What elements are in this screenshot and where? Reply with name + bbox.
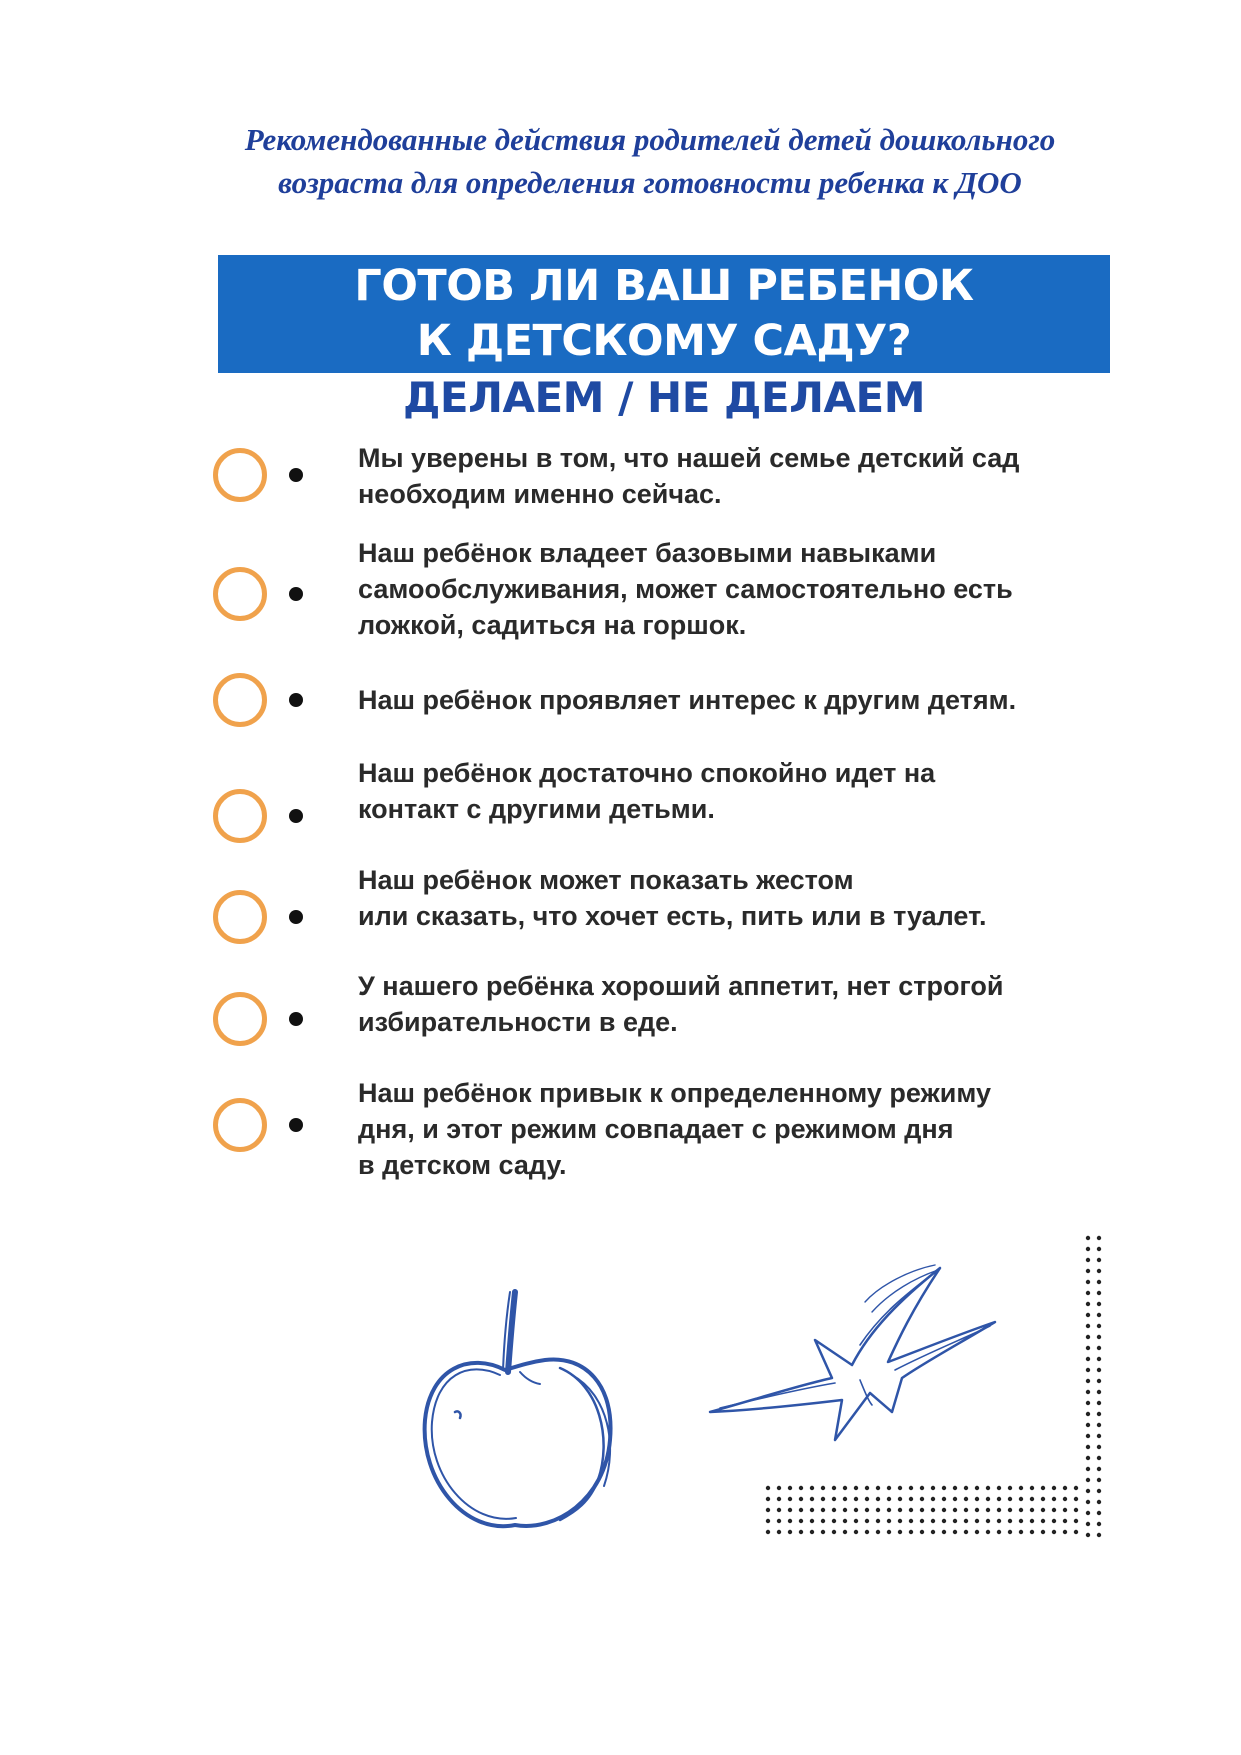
pattern-dot (1030, 1519, 1034, 1523)
pattern-dot (821, 1497, 825, 1501)
pattern-dot (942, 1486, 946, 1490)
pattern-dot (1086, 1335, 1090, 1339)
pattern-dot (898, 1508, 902, 1512)
pattern-dot (854, 1497, 858, 1501)
pattern-dot (1097, 1533, 1101, 1537)
pattern-dot (920, 1497, 924, 1501)
pattern-dot (788, 1497, 792, 1501)
pattern-dot (953, 1508, 957, 1512)
pattern-dot (887, 1508, 891, 1512)
pattern-dot (964, 1486, 968, 1490)
pattern-dot (920, 1519, 924, 1523)
pattern-dot (1097, 1522, 1101, 1526)
pattern-dot (1052, 1530, 1056, 1534)
pattern-dot (1097, 1258, 1101, 1262)
pattern-dot (920, 1486, 924, 1490)
pattern-dot (788, 1486, 792, 1490)
pattern-dot (865, 1486, 869, 1490)
pattern-dot (909, 1508, 913, 1512)
pattern-dot (821, 1530, 825, 1534)
pattern-dot (953, 1497, 957, 1501)
pattern-dot (821, 1486, 825, 1490)
pattern-dot (1097, 1269, 1101, 1273)
pattern-dot (1074, 1530, 1078, 1534)
pattern-dot (1063, 1486, 1067, 1490)
pattern-dot (1063, 1530, 1067, 1534)
pattern-dot (1030, 1497, 1034, 1501)
pattern-dot (1086, 1423, 1090, 1427)
pattern-dot (909, 1519, 913, 1523)
pattern-dot (865, 1508, 869, 1512)
pattern-dot (1074, 1508, 1078, 1512)
intro-line-2: возраста для определения готовности ребенка к ДОО (278, 165, 1022, 200)
pattern-dot (843, 1519, 847, 1523)
pattern-dot (898, 1497, 902, 1501)
intro-line-1: Рекомендованные действия родителей детей дошкольного (244, 122, 1056, 157)
pattern-dot (986, 1508, 990, 1512)
pattern-dot (1086, 1511, 1090, 1515)
pattern-dot (953, 1519, 957, 1523)
pattern-dot (1019, 1486, 1023, 1490)
pattern-dot (766, 1530, 770, 1534)
pattern-dot (931, 1519, 935, 1523)
pattern-dot (788, 1519, 792, 1523)
pattern-dot (1097, 1467, 1101, 1471)
pattern-dot (1086, 1258, 1090, 1262)
pattern-dot (854, 1508, 858, 1512)
pattern-dot (1097, 1434, 1101, 1438)
pattern-dot (942, 1519, 946, 1523)
checklist-item-text: Мы уверены в том, что нашей семье детский сад необходим именно сейчас. (358, 443, 1020, 509)
pattern-dot (887, 1530, 891, 1534)
star-doodle-icon (710, 1265, 995, 1440)
pattern-dot (1097, 1280, 1101, 1284)
pattern-dot (1086, 1379, 1090, 1383)
pattern-dot (1097, 1346, 1101, 1350)
checklist-item-text: Наш ребёнок достаточно спокойно идет на контакт с другими детьми. (358, 758, 936, 824)
pattern-dot (909, 1530, 913, 1534)
pattern-dot (942, 1508, 946, 1512)
pattern-dot (1086, 1280, 1090, 1284)
pattern-dot (1063, 1519, 1067, 1523)
checklist-item-text: Наш ребёнок владеет базовыми навыками самообслуживания, может самостоятельно есть ложкой, садиться на горшок. (358, 538, 1013, 640)
pattern-dot (1019, 1508, 1023, 1512)
pattern-dot (986, 1486, 990, 1490)
pattern-dot (1041, 1486, 1045, 1490)
pattern-dot (832, 1519, 836, 1523)
pattern-dot (799, 1497, 803, 1501)
pattern-dot (766, 1508, 770, 1512)
pattern-dot (1097, 1247, 1101, 1251)
pattern-dot (887, 1519, 891, 1523)
pattern-dot (1097, 1313, 1101, 1317)
checklist-item-text: Наш ребёнок привык к определенному режиму дня, и этот режим совпадает с режимом дня в детском саду. (358, 1078, 991, 1180)
pattern-dot (975, 1497, 979, 1501)
pattern-dot (1086, 1291, 1090, 1295)
pattern-dot (931, 1530, 935, 1534)
pattern-dot (931, 1508, 935, 1512)
pattern-dot (1086, 1500, 1090, 1504)
pattern-dot (1097, 1357, 1101, 1361)
pattern-dot (788, 1530, 792, 1534)
pattern-dot (810, 1508, 814, 1512)
pattern-dot (942, 1497, 946, 1501)
pattern-dot (997, 1497, 1001, 1501)
pattern-dot (964, 1519, 968, 1523)
pattern-dot (1086, 1269, 1090, 1273)
pattern-dot (777, 1486, 781, 1490)
pattern-dot (854, 1519, 858, 1523)
pattern-dot (1097, 1445, 1101, 1449)
pattern-dot (1052, 1486, 1056, 1490)
pattern-dot (964, 1530, 968, 1534)
pattern-dot (1019, 1530, 1023, 1534)
pattern-dot (942, 1530, 946, 1534)
pattern-dot (986, 1530, 990, 1534)
pattern-dot (997, 1486, 1001, 1490)
pattern-dot (821, 1508, 825, 1512)
pattern-dot (1086, 1390, 1090, 1394)
pattern-dot (1041, 1497, 1045, 1501)
pattern-dot (1086, 1401, 1090, 1405)
pattern-dot (1097, 1302, 1101, 1306)
pattern-dot (1074, 1486, 1078, 1490)
pattern-dot (975, 1519, 979, 1523)
pattern-dot (1097, 1511, 1101, 1515)
pattern-dot (1008, 1530, 1012, 1534)
pattern-dot (909, 1497, 913, 1501)
pattern-dot (920, 1530, 924, 1534)
pattern-dot (1041, 1530, 1045, 1534)
pattern-dot (1097, 1368, 1101, 1372)
pattern-dot (876, 1508, 880, 1512)
pattern-dot (876, 1486, 880, 1490)
pattern-dot (887, 1497, 891, 1501)
pattern-dot (1086, 1522, 1090, 1526)
pattern-dot (1097, 1335, 1101, 1339)
pattern-dot (854, 1530, 858, 1534)
pattern-dot (953, 1486, 957, 1490)
pattern-dot (799, 1530, 803, 1534)
pattern-dot (1041, 1519, 1045, 1523)
pattern-dot (810, 1530, 814, 1534)
pattern-dot (1086, 1434, 1090, 1438)
pattern-dot (1086, 1489, 1090, 1493)
pattern-dot (975, 1530, 979, 1534)
pattern-dot (766, 1519, 770, 1523)
pattern-dot (1097, 1379, 1101, 1383)
pattern-dot (953, 1530, 957, 1534)
pattern-dot (898, 1519, 902, 1523)
pattern-dot (1086, 1324, 1090, 1328)
pattern-dot (1086, 1467, 1090, 1471)
pattern-dot (1097, 1456, 1101, 1460)
pattern-dot (1063, 1497, 1067, 1501)
pattern-dot (843, 1530, 847, 1534)
pattern-dot (1086, 1302, 1090, 1306)
pattern-dot (1086, 1313, 1090, 1317)
pattern-dot (1086, 1368, 1090, 1372)
pattern-dot (810, 1497, 814, 1501)
pattern-dot (832, 1530, 836, 1534)
pattern-dot (1097, 1324, 1101, 1328)
pattern-dot (876, 1519, 880, 1523)
pattern-dot (832, 1497, 836, 1501)
pattern-dot (1008, 1508, 1012, 1512)
pattern-dot (876, 1497, 880, 1501)
pattern-dot (766, 1486, 770, 1490)
pattern-dot (1097, 1390, 1101, 1394)
pattern-dot (1008, 1519, 1012, 1523)
pattern-dot (1086, 1478, 1090, 1482)
pattern-dot (1052, 1497, 1056, 1501)
pattern-dot (975, 1486, 979, 1490)
pattern-dot (1052, 1508, 1056, 1512)
pattern-dot (887, 1486, 891, 1490)
pattern-dot (1041, 1508, 1045, 1512)
pattern-dot (1086, 1346, 1090, 1350)
pattern-dot (777, 1530, 781, 1534)
pattern-dot (997, 1519, 1001, 1523)
pattern-dot (1019, 1497, 1023, 1501)
pattern-dot (1019, 1519, 1023, 1523)
checklist-item-text: У нашего ребёнка хороший аппетит, нет строгой избирательности в еде. (358, 971, 1004, 1037)
pattern-dot (1086, 1357, 1090, 1361)
pattern-dot (964, 1508, 968, 1512)
pattern-dot (876, 1530, 880, 1534)
pattern-dot (1086, 1456, 1090, 1460)
pattern-dot (854, 1486, 858, 1490)
pattern-dot (1008, 1497, 1012, 1501)
pattern-dot (865, 1530, 869, 1534)
pattern-dot (865, 1519, 869, 1523)
pattern-dot (810, 1486, 814, 1490)
pattern-dot (821, 1519, 825, 1523)
pattern-dot (1052, 1519, 1056, 1523)
pattern-dot (1086, 1445, 1090, 1449)
pattern-dot (865, 1497, 869, 1501)
pattern-dot (986, 1519, 990, 1523)
pattern-dot (997, 1530, 1001, 1534)
pattern-dot (964, 1497, 968, 1501)
pattern-dot (1097, 1489, 1101, 1493)
pattern-dot (843, 1497, 847, 1501)
pattern-dot (1086, 1236, 1090, 1240)
pattern-dot (777, 1519, 781, 1523)
checklist-item-text: Наш ребёнок проявляет интерес к другим детям. (358, 685, 1017, 715)
pattern-dot (909, 1486, 913, 1490)
pattern-dot (1074, 1497, 1078, 1501)
pattern-dot (986, 1497, 990, 1501)
pattern-dot (1086, 1533, 1090, 1537)
pattern-dot (1030, 1530, 1034, 1534)
pattern-dot (1097, 1236, 1101, 1240)
pattern-dot (1086, 1412, 1090, 1416)
pattern-dot (777, 1497, 781, 1501)
pattern-dot (1097, 1478, 1101, 1482)
pattern-dot (975, 1508, 979, 1512)
pattern-dot (766, 1497, 770, 1501)
pattern-dot (777, 1508, 781, 1512)
pattern-dot (1097, 1500, 1101, 1504)
pattern-dot (1063, 1508, 1067, 1512)
pattern-dot (1008, 1486, 1012, 1490)
pattern-dot (799, 1508, 803, 1512)
apple-doodle-icon (425, 1292, 611, 1526)
pattern-dot (920, 1508, 924, 1512)
pattern-dot (1097, 1291, 1101, 1295)
pattern-dot (1030, 1486, 1034, 1490)
pattern-dot (1074, 1519, 1078, 1523)
pattern-dot (898, 1530, 902, 1534)
pattern-dot (931, 1497, 935, 1501)
pattern-dot (997, 1508, 1001, 1512)
pattern-dot (1097, 1401, 1101, 1405)
pattern-dot (799, 1519, 803, 1523)
pattern-dot (898, 1486, 902, 1490)
pattern-dot (843, 1486, 847, 1490)
pattern-dot (1086, 1247, 1090, 1251)
pattern-dot (832, 1486, 836, 1490)
checklist-item-text: Наш ребёнок может показать жестом или сказать, что хочет есть, пить или в туалет. (358, 865, 987, 931)
pattern-dot (832, 1508, 836, 1512)
pattern-dot (788, 1508, 792, 1512)
pattern-dot (843, 1508, 847, 1512)
pattern-dot (1097, 1423, 1101, 1427)
pattern-dot (1097, 1412, 1101, 1416)
pattern-dot (1030, 1508, 1034, 1512)
pattern-dot (931, 1486, 935, 1490)
pattern-dot (799, 1486, 803, 1490)
banner-title: ГОТОВ ЛИ ВАШ РЕБЕНОК К ДЕТСКОМУ САДУ? (354, 261, 974, 366)
pattern-dot (810, 1519, 814, 1523)
subtitle: ДЕЛАЕМ / НЕ ДЕЛАЕМ (403, 373, 925, 422)
